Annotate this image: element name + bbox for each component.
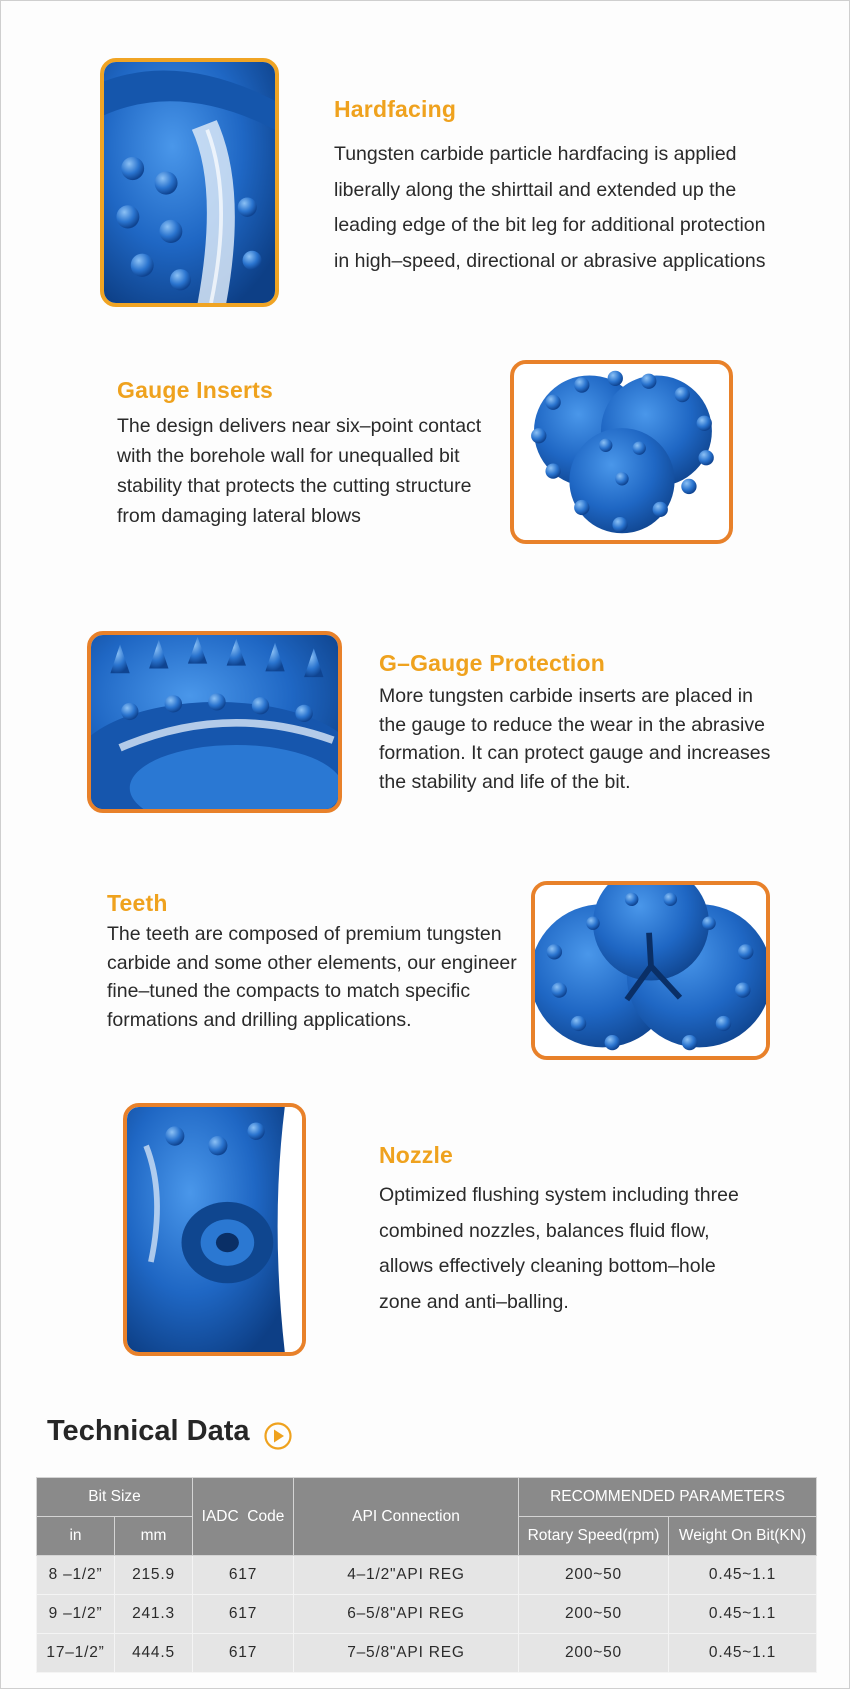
cell-api: 4–1/2"API REG — [294, 1556, 519, 1595]
text-line: combined nozzles, balances fluid flow, — [379, 1219, 710, 1242]
section-text-hardfacing — [334, 137, 804, 279]
header-in: in — [37, 1517, 115, 1556]
header-weight-on-bit: Weight On Bit(KN) — [669, 1517, 817, 1556]
table-row — [37, 1595, 817, 1634]
text-line: The design delivers near six–point contact — [117, 415, 482, 437]
text-line: in high–speed, directional or abrasive applications — [334, 249, 766, 272]
header-recommended-parameters: RECOMMENDED PARAMETERS — [519, 1478, 817, 1517]
header-iadc-code: IADC Code — [193, 1478, 294, 1556]
arrow-circle-icon — [263, 1421, 293, 1451]
cell-iadc: 617 — [193, 1595, 294, 1634]
text-line: The teeth are composed of premium tungsten — [107, 923, 502, 945]
header-mm: mm — [115, 1517, 193, 1556]
section-title-gauge-protection: G–Gauge Protection — [379, 650, 605, 676]
text-line: formation. It can protect gauge and increases — [379, 742, 771, 764]
text-line: allows effectively cleaning bottom–hole — [379, 1255, 716, 1277]
section-title-nozzle: Nozzle — [379, 1142, 454, 1168]
text-line: carbide and some other elements, our engineer — [107, 951, 517, 974]
technical-data-title: Technical Data — [47, 1415, 250, 1447]
technical-data-table — [36, 1477, 817, 1673]
gauge-protection-photo — [87, 631, 342, 813]
cell-in: 17–1/2” — [37, 1634, 115, 1673]
text-line: stability that protects the cutting structure — [117, 475, 472, 497]
section-title-gauge-inserts: Gauge Inserts — [117, 377, 273, 403]
cell-api: 6–5/8"API REG — [294, 1595, 519, 1634]
cell-iadc: 617 — [193, 1556, 294, 1595]
cell-mm: 215.9 — [115, 1556, 193, 1595]
table-row — [37, 1556, 817, 1595]
gauge-inserts-photo — [510, 360, 733, 544]
header-api-connection: API Connection — [294, 1478, 519, 1556]
text-line: from damaging lateral blows — [117, 505, 361, 527]
cell-in: 9 –1/2” — [37, 1595, 115, 1634]
text-line: with the borehole wall for unequalled bit — [117, 445, 460, 467]
table-row — [37, 1634, 817, 1673]
cell-rotary: 200~50 — [519, 1634, 669, 1673]
hardfacing-photo — [100, 58, 279, 307]
cell-mm: 241.3 — [115, 1595, 193, 1634]
cell-api: 7–5/8"API REG — [294, 1634, 519, 1673]
cell-weight: 0.45~1.1 — [669, 1556, 817, 1595]
section-text-gauge-protection — [379, 682, 799, 796]
nozzle-photo — [123, 1103, 306, 1356]
text-line: formations and drilling applications. — [107, 1008, 412, 1031]
text-line: liberally along the shirttail and extended up the — [334, 178, 737, 201]
section-title-hardfacing: Hardfacing — [334, 96, 457, 122]
text-line: zone and anti–balling. — [379, 1290, 569, 1313]
cell-iadc: 617 — [193, 1634, 294, 1673]
section-title-teeth: Teeth — [107, 890, 168, 916]
text-line: fine–tuned the compacts to match specific — [107, 980, 471, 1002]
text-line: More tungsten carbide inserts are placed in — [379, 685, 753, 707]
cell-rotary: 200~50 — [519, 1556, 669, 1595]
text-line: the gauge to reduce the wear in the abrasive — [379, 713, 765, 736]
teeth-photo — [531, 881, 770, 1060]
section-text-teeth — [107, 920, 527, 1034]
cell-rotary: 200~50 — [519, 1595, 669, 1634]
text-line: Optimized flushing system including three — [379, 1184, 739, 1206]
text-line: the stability and life of the bit. — [379, 770, 631, 793]
header-bit-size: Bit Size — [37, 1478, 193, 1517]
section-text-nozzle — [379, 1178, 799, 1320]
section-text-gauge-inserts — [117, 411, 507, 531]
cell-in: 8 –1/2” — [37, 1556, 115, 1595]
text-line: Tungsten carbide particle hardfacing is applied — [334, 143, 737, 165]
cell-weight: 0.45~1.1 — [669, 1634, 817, 1673]
text-line: leading edge of the bit leg for additional protection — [334, 214, 766, 236]
cell-weight: 0.45~1.1 — [669, 1595, 817, 1634]
header-rotary-speed: Rotary Speed(rpm) — [519, 1517, 669, 1556]
cell-mm: 444.5 — [115, 1634, 193, 1673]
